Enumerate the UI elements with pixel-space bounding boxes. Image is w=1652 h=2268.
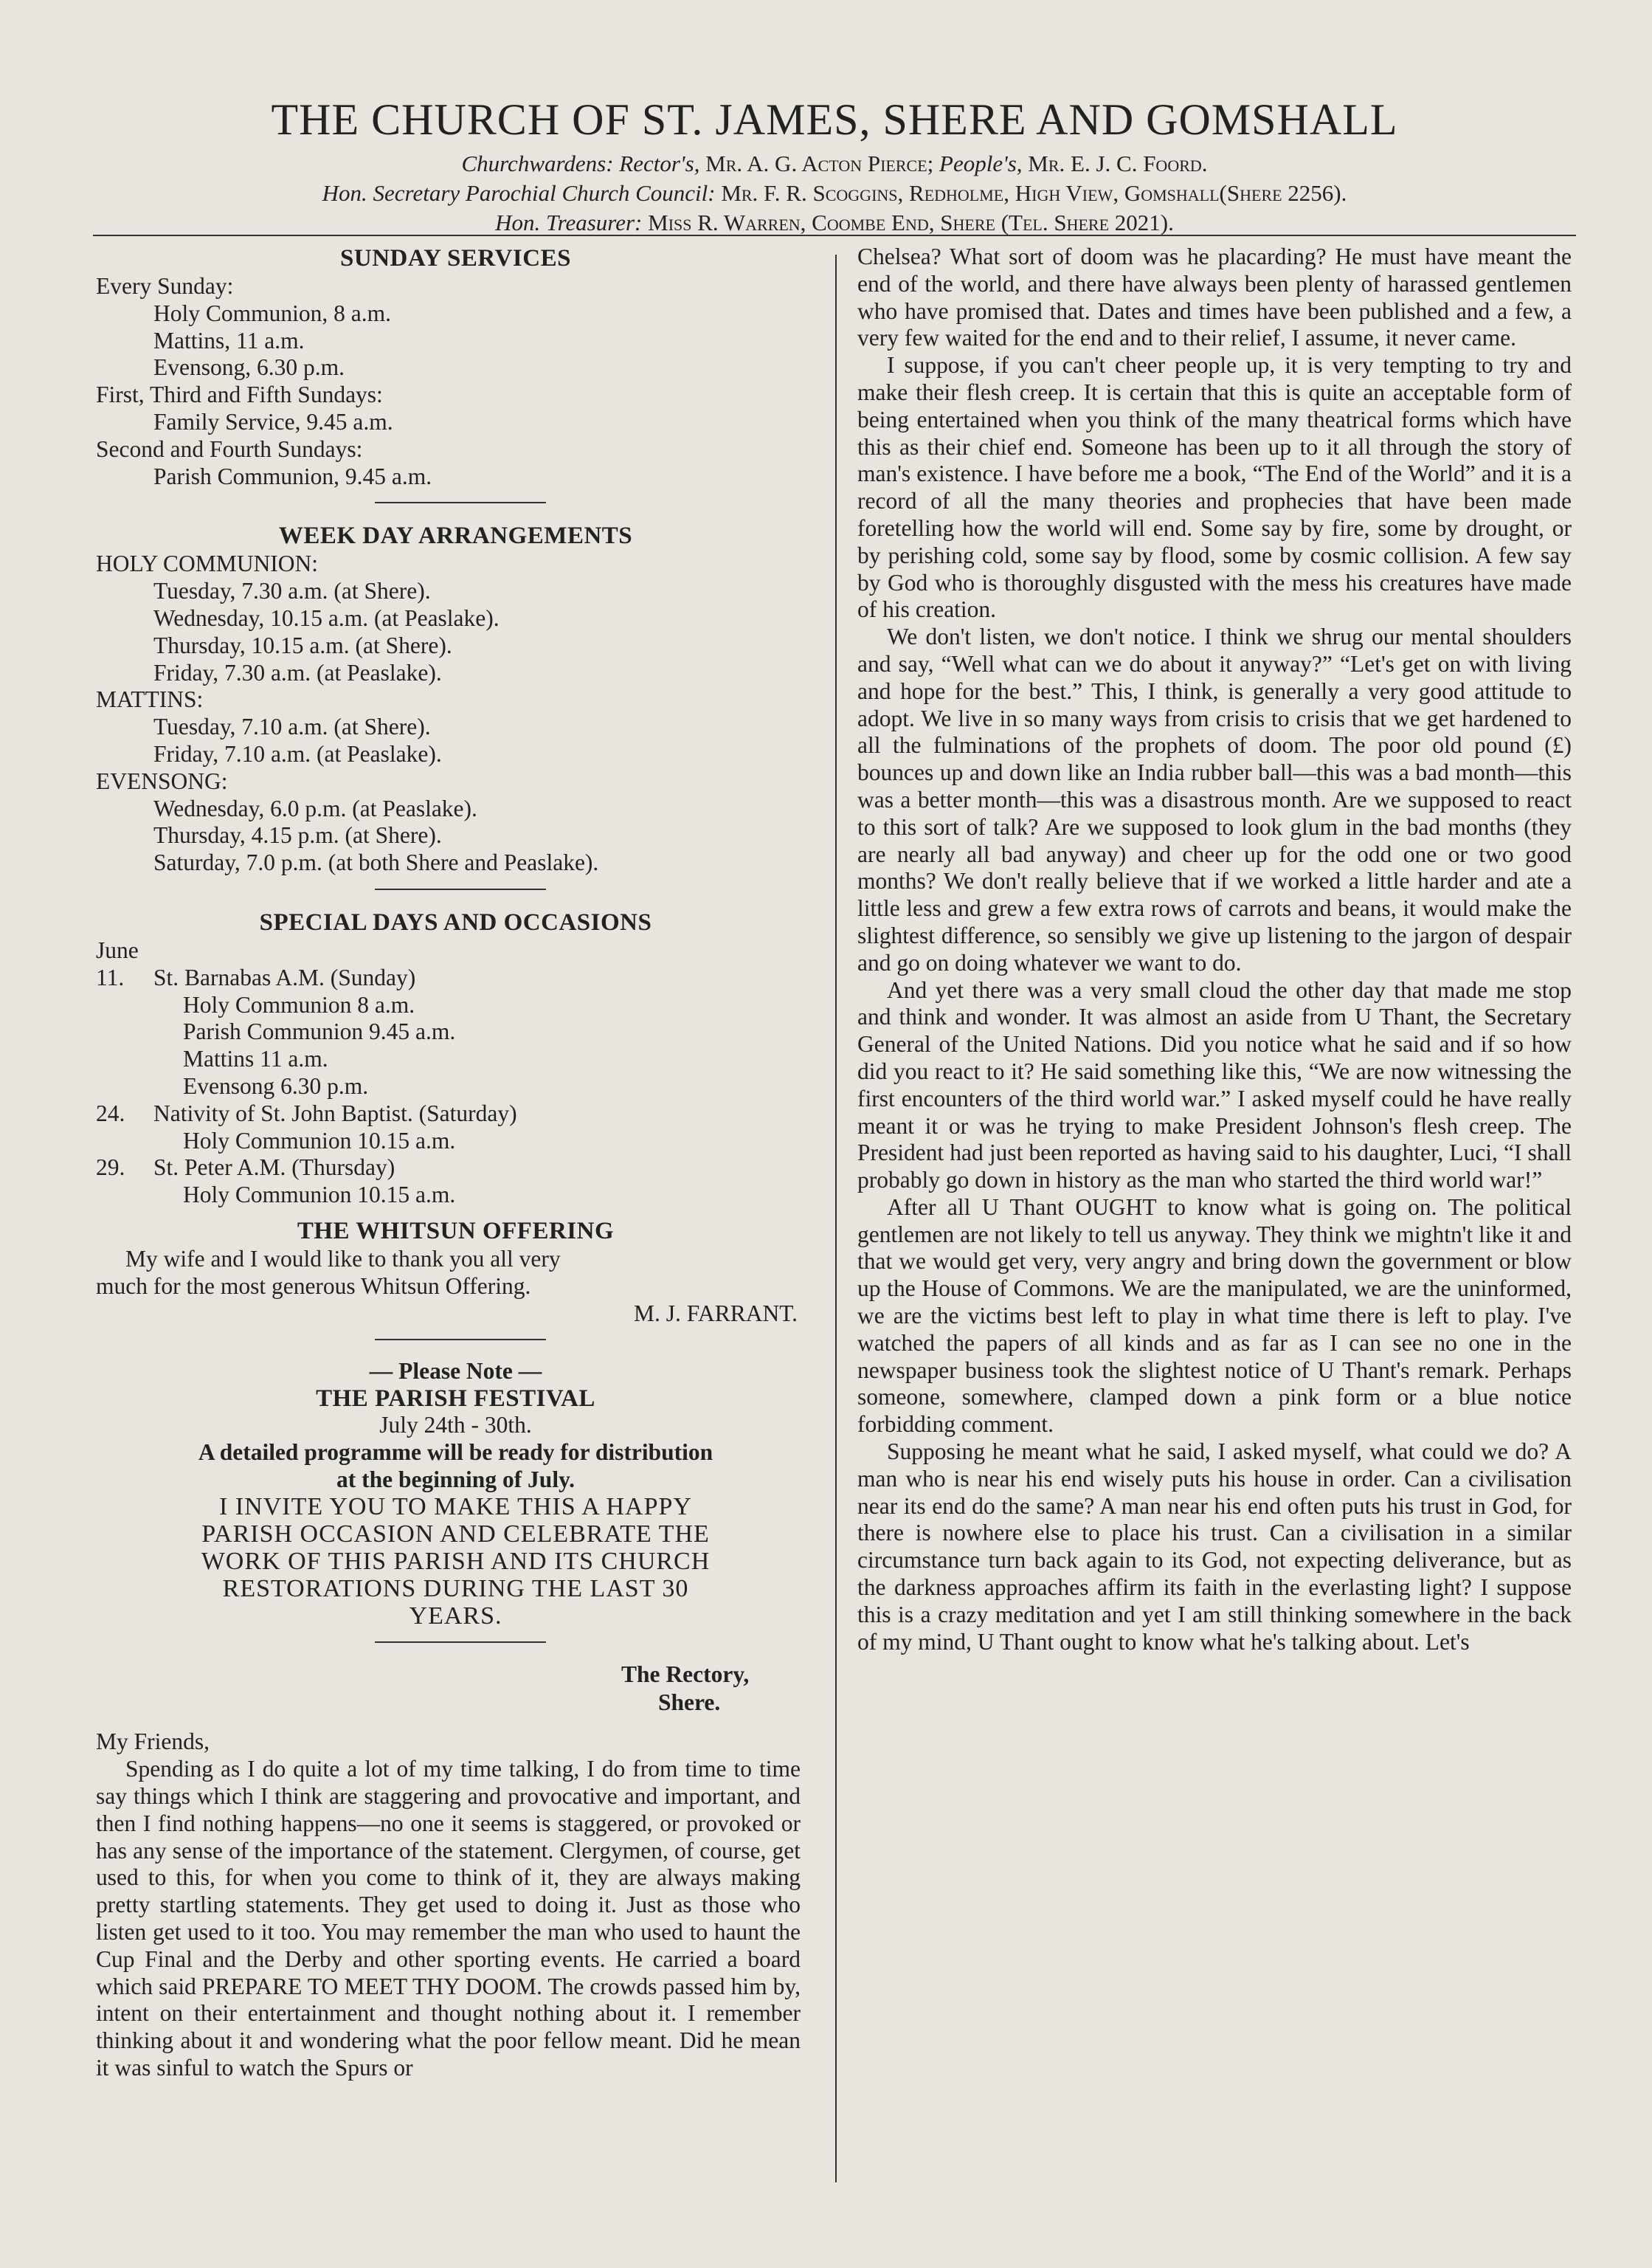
letter-paragraph: After all U Thant OUGHT to know what is going on. The political gentlemen are not likely to tell us anyway. They think we mightn't like it and that we would get very, very angry and bring down the government or blow up the House of Commons. We are the manipulated, we are the uninformed, we are the victims best left to play in what time there is left to play. I've watched the papers of all kinds and as far as I can see no one in the newspaper business took the slightest notice of U Thant's remark. Perhaps someone, somewhere, clamped down a pink form or a blue notice forbidding comment. [857,1193,1572,1438]
occasion-title: St. Peter A.M. (Thursday) [153,1154,395,1181]
section-divider [375,502,546,503]
letter-paragraph: And yet there was a very small cloud the other day that made me stop and think and wonder. It was almost an aside from U Thant, the Secretary General of the United Nations. Did you notice what he said and if so how did you react to it? He said something like this, “We are now witnessing the first encounters of the third world war.” I asked myself could he have really meant it or was he trying to make President Johnson's flesh creep. The President had just been reported as having said to his daughter, Luci, “I shall probably go down in history as the man who started the third world war!” [857,976,1572,1193]
treasurer-line [93,208,1576,238]
schedule-line: Holy Communion, 8 a.m. [153,300,391,326]
date-number: 24. [96,1100,125,1126]
schedule-line: Mattins 11 a.m. [183,1046,328,1072]
programme-note: A detailed programme will be ready for distribution [198,1438,713,1465]
peoples-warden: Mr. E. J. C. Foord. [1028,151,1208,176]
right-column [857,244,1572,1655]
churchwardens-line [93,149,1576,179]
whitsun-section [96,1216,815,1327]
page-title: THE CHURCH OF ST. JAMES, SHERE AND GOMSHALL [271,95,1398,144]
schedule-line: Every Sunday: [96,273,234,299]
sunday-services-heading: SUNDAY SERVICES [340,245,571,272]
masthead [93,90,1576,238]
schedule-line: Evensong, 6.30 p.m. [153,354,345,381]
special-days-heading: SPECIAL DAYS AND OCCASIONS [259,909,652,936]
festival-section [96,1358,815,1630]
section-divider [375,889,546,890]
schedule-subhead: EVENSONG: [96,768,228,794]
schedule-line: Saturday, 7.0 p.m. (at both Shere and Peaslake). [153,849,599,876]
section-divider [375,1641,546,1643]
schedule-line: Friday, 7.30 a.m. (at Peaslake). [153,659,442,686]
schedule-line: Tuesday, 7.10 a.m. (at Shere). [153,714,431,740]
peoples-role: People's, [939,151,1023,176]
schedule-line: Evensong 6.30 p.m. [183,1072,369,1099]
whitsun-text: My wife and I would like to thank you all very [125,1245,561,1272]
special-days-section [96,908,815,1209]
whitsun-heading: THE WHITSUN OFFERING [297,1217,615,1244]
schedule-line: Thursday, 4.15 p.m. (at Shere). [153,822,442,849]
letter-paragraph: Supposing he meant what he said, I asked myself, what could we do? A man who is near his end wisely puts his house in order. Can a civilisation near its end do the same? A man near his end often puts his trust in God, for there is nowhere else to place his trust. Can a civilisation in a similar circumstance turn back again to its God, not expecting deliverance, but as the darkness approaches affirm its faith in the everlasting light? I suppose this is a crazy meditation and yet I am still thinking somewhere in the back of my mind, U Thant ought to know what he's talking about. Let's [857,1438,1572,1655]
letter-paragraph: Spending as I do quite a lot of my time talking, I do from time to time say things which I think are staggering and provocative and important, and then I find nothing happens—no one it seems is staggered, or provoked or has any sense of the importance of the statement. Clergymen, of course, get used to this, for when you come to think of it, they are always making pretty startling statements. They get used to doing it. Just as those who listen get used to it too. You may remember the man who used to haunt the Cup Final and the Derby and other sporting events. He carried a board which said PREPARE TO MEET THY DOOM. The crowds passed him by, intent on their entertainment and thought nothing about it. I remember thinking about it and wondering what the poor fellow meant. Did he mean it was sinful to watch the Spurs or [96,1756,801,2081]
invitation-line: YEARS. [409,1602,502,1630]
rectors-warden: Mr. A. G. Acton Pierce; [705,151,934,176]
schedule-line: Parish Communion 9.45 a.m. [183,1018,456,1045]
salutation: My Friends, [96,1728,210,1755]
invitation-line: RESTORATIONS DURING THE LAST 30 [222,1575,689,1603]
secretary-name: Mr. F. R. Scoggins, Redholme, High View, Gomshall(Shere 2256). [721,180,1347,206]
festival-heading: THE PARISH FESTIVAL [316,1385,595,1413]
whitsun-text: much for the most generous Whitsun Offering. [96,1272,531,1299]
treasurer-role: Hon. Treasurer: [495,210,643,235]
churchwardens-role: Churchwardens: Rector's, [461,151,700,176]
schedule-subhead: HOLY COMMUNION: [96,551,319,577]
invitation-line: WORK OF THIS PARISH AND ITS CHURCH [201,1548,711,1576]
schedule-line: Mattins, 11 a.m. [153,327,305,354]
occasion-line [96,965,815,992]
occasion-line [96,1100,815,1128]
schedule-subhead: MATTINS: [96,686,204,713]
schedule-line: Holy Communion 8 a.m. [183,991,415,1018]
weekday-heading: WEEK DAY ARRANGEMENTS [278,523,633,550]
occasion-line [96,1154,815,1182]
secretary-role: Hon. Secretary Parochial Church Council: [322,180,716,206]
letter-paragraph: Chelsea? What sort of doom was he placarding? He must have meant the end of the world, and there have always been plenty of harassed gentlemen who have promised that. Dates and times have been published and a few, a very few waited for the end and to their relief, I assume, it never came. [857,244,1572,351]
rectory-address: Shere. [658,1689,721,1716]
schedule-line: Parish Communion, 9.45 a.m. [153,463,432,489]
please-note: — Please Note — [369,1358,542,1385]
header-divider [93,235,1576,236]
invitation-line: I INVITE YOU TO MAKE THIS A HAPPY [219,1493,692,1521]
treasurer-name: Miss R. Warren, Coombe End, Shere (Tel. Shere 2021). [648,210,1174,235]
schedule-line: Friday, 7.10 a.m. (at Peaslake). [153,740,442,767]
schedule-line: Holy Communion 10.15 a.m. [183,1127,456,1154]
column-divider [835,255,837,2182]
schedule-line: Second and Fourth Sundays: [96,435,363,462]
letter-start [96,1661,815,2081]
schedule-line: First, Third and Fifth Sundays: [96,382,383,408]
festival-dates: July 24th - 30th. [379,1412,532,1438]
letter-paragraph: I suppose, if you can't cheer people up, it is very tempting to try and make their flesh creep. It is certain that this is quite an acceptable form of being entertained when you think of the many theatrical forms which have this as their chief end. Someone has been up to it all through the story of man's existence. I have before me a book, “The End of the World” and it is a record of all the many theories and prophecies that have been made foretelling how the world will end. Some say by fire, some by drought, or by perishing cold, some say by flood, some by cosmic collision. A few say by God who is thoroughly disgusted with the mess his creatures have made of his creation. [857,352,1572,623]
date-number: 29. [96,1154,125,1181]
letter-paragraph: We don't listen, we don't notice. I think we shrug our mental shoulders and say, “Well what can we do about it anyway?” “Let's get on with living and hope for the best.” This, I think, is generally a very good attitude to adopt. We live in so many ways from crisis to crisis that we get hardened to all the fulminations of the prophets of doom. The poor old pound (£) bounces up and down like an India rubber ball—this was a bad month—this was a better month—this was a disastrous month. Are we supposed to react to this sort of talk? Are we supposed to look glum in the bad months (they are nearly all bad anyway) and cheer up for the odd one or two good months? We don't really believe that if we worked a little harder and ate a little less and grew a few extra rows of carrots and beans, it would make the slightest difference, so sensibly we give up listening to the jargon of despair and go on doing whatever we want to do. [857,624,1572,976]
schedule-line: Wednesday, 10.15 a.m. (at Peaslake). [153,604,500,631]
programme-note: at the beginning of July. [336,1466,575,1492]
date-number: 11. [96,964,125,990]
schedule-line: Tuesday, 7.30 a.m. (at Shere). [153,578,431,604]
whitsun-signature: M. J. FARRANT. [634,1300,798,1326]
occasion-title: Nativity of St. John Baptist. (Saturday) [153,1100,517,1126]
sunday-services-section [96,244,815,490]
left-column [96,244,815,2082]
schedule-line: Holy Communion 10.15 a.m. [183,1182,456,1208]
occasion-title: St. Barnabas A.M. (Sunday) [153,964,416,990]
section-divider [375,1339,546,1340]
schedule-line: Family Service, 9.45 a.m. [153,408,393,435]
schedule-line: Thursday, 10.15 a.m. (at Shere). [153,632,452,658]
schedule-line: Wednesday, 6.0 p.m. (at Peaslake). [153,795,477,821]
rectory-address: The Rectory, [621,1661,750,1688]
weekday-section [96,521,815,877]
invitation-line: PARISH OCCASION AND CELEBRATE THE [201,1520,710,1548]
month-label: June [96,937,139,963]
secretary-line [93,179,1576,208]
